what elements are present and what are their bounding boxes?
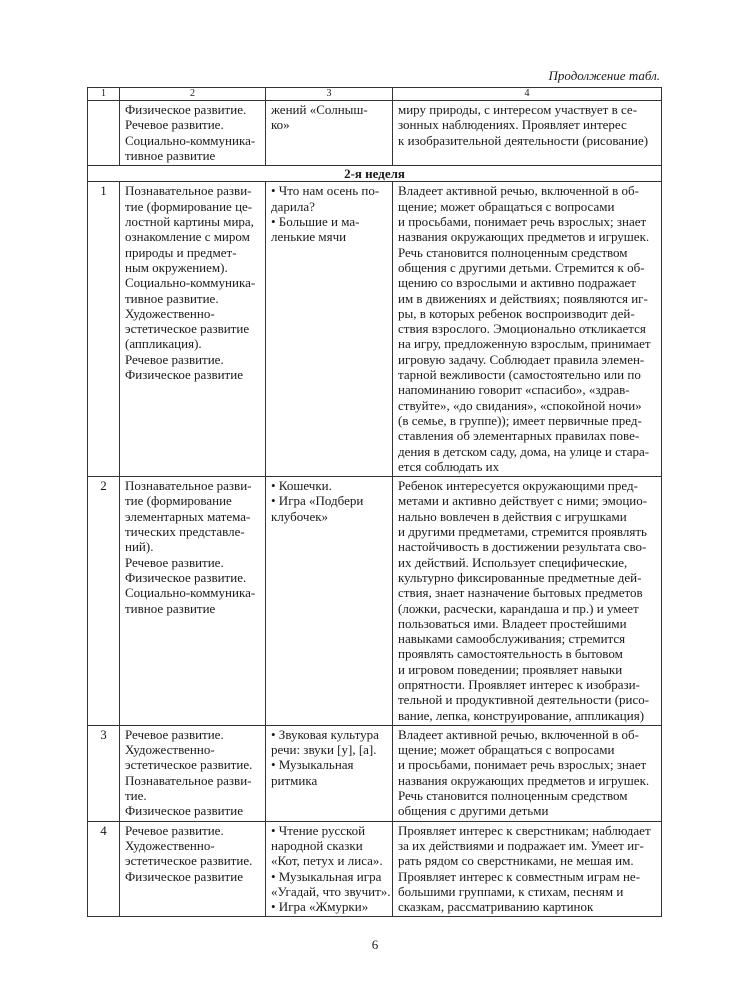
topics-cell	[266, 725, 393, 821]
table-row	[88, 477, 662, 726]
educational-areas-cell	[120, 182, 266, 477]
text-line: • Кошечки.	[271, 478, 332, 494]
text-line: ным окружением).	[125, 259, 228, 275]
educational-areas-cell	[120, 477, 266, 726]
text-line: • Игра «Жмурки»	[271, 899, 369, 915]
text-line: рать рядом со сверстниками, не мешая им.	[398, 853, 634, 869]
text-line: природы и предмет-	[125, 244, 237, 260]
text-line: • Звуковая культура	[271, 726, 379, 742]
text-line: Художественно-	[125, 305, 215, 321]
text-line: Физическое развитие	[125, 367, 243, 383]
text-line: Проявляет интерес к совместным играм не-	[398, 868, 641, 884]
text-line: нально вовлечен в действия с игрушками	[398, 508, 627, 524]
text-line: • Игра «Подбери	[271, 493, 364, 509]
text-line: Ребенок интересуется окружающими пред-	[398, 478, 638, 494]
text-line: на игру, предложенную взрослым, принимает	[398, 336, 651, 352]
text-line: напоминанию говорит «спасибо», «здрав-	[398, 382, 630, 398]
row-number: 3	[88, 725, 120, 821]
educational-areas-cell	[120, 725, 266, 821]
text-line: общения с другими детьми	[398, 803, 549, 819]
text-line: эстетическое развитие.	[125, 853, 253, 869]
text-line: • Музыкальная игра	[271, 868, 382, 884]
text-line: Художественно-	[125, 837, 215, 853]
text-line: ры, в которых ребенок воспроизводит дей-	[398, 305, 635, 321]
row-number: 1	[88, 182, 120, 477]
text-line: тивное развитие.	[125, 290, 219, 306]
text-line: названия окружающих предметов и игрушек.	[398, 772, 650, 788]
table-row	[88, 821, 662, 917]
outcomes-cell	[393, 477, 662, 726]
text-line: лостной картины мира,	[125, 214, 254, 230]
outcomes-cell	[393, 101, 662, 166]
row-number	[88, 101, 120, 166]
text-line: и просьбами, понимает речь взрослых; знает	[398, 757, 647, 773]
text-line: тельной и продуктивной деятельности (рисо-	[398, 692, 650, 708]
text-line: Речевое развитие.	[125, 726, 224, 742]
text-line: «Кот, петух и лиса».	[271, 853, 383, 869]
outcomes-cell	[393, 821, 662, 917]
page-number: 6	[371, 937, 379, 952]
text-line: ознакомление с миром	[125, 229, 250, 245]
topics-cell	[266, 477, 393, 726]
row-number: 4	[88, 821, 120, 917]
text-line: и игровом поведении; проявляет навыки	[398, 661, 623, 677]
row-number: 2	[88, 477, 120, 726]
text-line: тие (формирование	[125, 493, 232, 509]
column-header-1: 1	[88, 88, 120, 101]
text-line: элементарных матема-	[125, 508, 251, 524]
text-line: миру природы, с интересом участвует в се-	[398, 102, 638, 117]
topics-cell	[266, 821, 393, 917]
column-header-2: 2	[120, 88, 266, 101]
column-number-header-row	[88, 88, 662, 101]
text-line: большими группами, к стихам, песням и	[398, 883, 624, 899]
text-line: «Угадай, что звучит».	[271, 883, 391, 899]
text-line: речи: звуки [у], [а].	[271, 742, 377, 758]
text-line: Физическое развитие.	[125, 102, 247, 117]
text-line: народной сказки	[271, 837, 363, 853]
column-header-3: 3	[266, 88, 393, 101]
text-line: общения с другими детьми. Стремится к об-	[398, 259, 645, 275]
text-line: ствуйте», «до свидания», «спокойной ночи»	[398, 397, 642, 413]
text-line: названия окружающих предметов и игрушек.	[398, 229, 650, 245]
text-line: (ложки, расчески, карандаша и пр.) и умеет	[398, 600, 639, 616]
text-line: тивное развитие	[125, 147, 216, 163]
text-line: Познавательное разви-	[125, 772, 252, 788]
text-line: Проявляет интерес к сверстникам; наблюдает	[398, 822, 651, 838]
text-line: клубочек»	[271, 508, 329, 524]
text-line: Физическое развитие	[125, 803, 243, 819]
text-line: • Большие и ма-	[271, 214, 360, 230]
text-line: Физическое развитие	[125, 868, 243, 884]
text-line: Социально-коммуника-	[125, 585, 256, 601]
text-line: навыками самообслуживания; стремится	[398, 631, 626, 647]
text-line: эстетическое развитие	[125, 321, 250, 337]
text-line: (в семье, в группе)); имеет первичные пред-	[398, 412, 642, 428]
outcomes-cell	[393, 725, 662, 821]
text-line: Речевое развитие.	[125, 351, 224, 367]
text-line: тических представле-	[125, 524, 245, 540]
text-line: Речь становится полноценным средством	[398, 788, 628, 804]
text-line: щение; может обращаться с вопросами	[398, 198, 615, 214]
text-line: за их действиями и подражает им. Умеет иг-	[398, 837, 644, 853]
text-line: и другими предметами, стремится проявлять	[398, 524, 647, 540]
column-header-4: 4	[393, 88, 662, 101]
text-line: настойчивость в достижении результата сво-	[398, 539, 647, 555]
text-line: к изобразительной деятельности (рисование)	[398, 132, 649, 148]
text-line: Владеет активной речью, включенной в об-	[398, 726, 639, 742]
text-line: Познавательное разви-	[125, 478, 252, 494]
text-line: ко»	[271, 117, 290, 133]
lesson-plan-table	[87, 87, 662, 917]
text-line: тие (формирование це-	[125, 198, 253, 214]
text-line: пользоваться ими. Владеет простейшими	[398, 615, 627, 631]
text-line: зонных наблюдениях. Проявляет интерес	[398, 117, 627, 133]
text-line: и просьбами, понимает речь взрослых; знает	[398, 214, 647, 230]
educational-areas-cell	[120, 101, 266, 166]
topics-cell	[266, 101, 393, 166]
text-line: им в движениях и действиях; появляются иг-	[398, 290, 648, 306]
text-line: Владеет активной речью, включенной в об-	[398, 183, 639, 199]
text-line: щению со взрослыми и активно подражает	[398, 275, 636, 291]
text-line: тивное развитие	[125, 600, 216, 616]
text-line: тарной вежливости (самостоятельно или по	[398, 367, 641, 383]
text-line: ний).	[125, 539, 154, 555]
text-line: • Что нам осень по-	[271, 183, 380, 199]
text-line: • Чтение русской	[271, 822, 366, 838]
text-line: культурно фиксированные предметные дей-	[398, 569, 642, 585]
text-line: ленькие мячи	[271, 229, 347, 245]
text-line: Социально-коммуника-	[125, 275, 256, 291]
outcomes-cell	[393, 182, 662, 477]
text-line: вание, лепка, конструирование, аппликация)	[398, 707, 645, 723]
text-line: • Музыкальная	[271, 757, 354, 773]
text-line: Речевое развитие.	[125, 822, 224, 838]
table-row	[88, 182, 662, 477]
text-line: Художественно-	[125, 742, 215, 758]
text-line: Речевое развитие.	[125, 117, 224, 133]
text-line: игровую задачу. Соблюдает правила элемен-	[398, 351, 645, 367]
text-line: ется соблюдать их	[398, 458, 500, 474]
week-header-row	[88, 166, 662, 182]
text-line: жений «Солныш-	[271, 102, 368, 117]
text-line: ствия взрослого. Эмоционально откликается	[398, 321, 646, 337]
text-line: дения в детском саду, дома, на улице и стара-	[398, 443, 650, 459]
text-line: Физическое развитие.	[125, 569, 247, 585]
continuation-row	[88, 101, 662, 166]
topics-cell	[266, 182, 393, 477]
text-line: тие.	[125, 788, 147, 804]
text-line: Познавательное разви-	[125, 183, 252, 199]
text-line: сказкам, рассматриванию картинок	[398, 899, 594, 915]
text-line: ствия, знает назначение бытовых предметов	[398, 585, 643, 601]
text-line: Речевое развитие.	[125, 554, 224, 570]
text-line: щение; может обращаться с вопросами	[398, 742, 615, 758]
text-line: метами и активно действует с ними; эмоцио-	[398, 493, 648, 509]
text-line: опрятности. Проявляет интерес к изобрази-	[398, 676, 640, 692]
text-line: проявлять самостоятельность в бытовом	[398, 646, 623, 662]
table-continuation-caption: Продолжение табл.	[548, 68, 660, 83]
week-label: 2-я неделя	[88, 166, 662, 182]
text-line: Социально-коммуника-	[125, 132, 256, 148]
text-line: дарила?	[271, 198, 315, 214]
educational-areas-cell	[120, 821, 266, 917]
text-line: эстетическое развитие.	[125, 757, 253, 773]
text-line: (аппликация).	[125, 336, 202, 352]
text-line: ритмика	[271, 772, 318, 788]
text-line: Речь становится полноценным средством	[398, 244, 628, 260]
text-line: ставления об элементарных правилах пове-	[398, 428, 640, 444]
table-row	[88, 725, 662, 821]
text-line: их действий. Использует специфические,	[398, 554, 628, 570]
